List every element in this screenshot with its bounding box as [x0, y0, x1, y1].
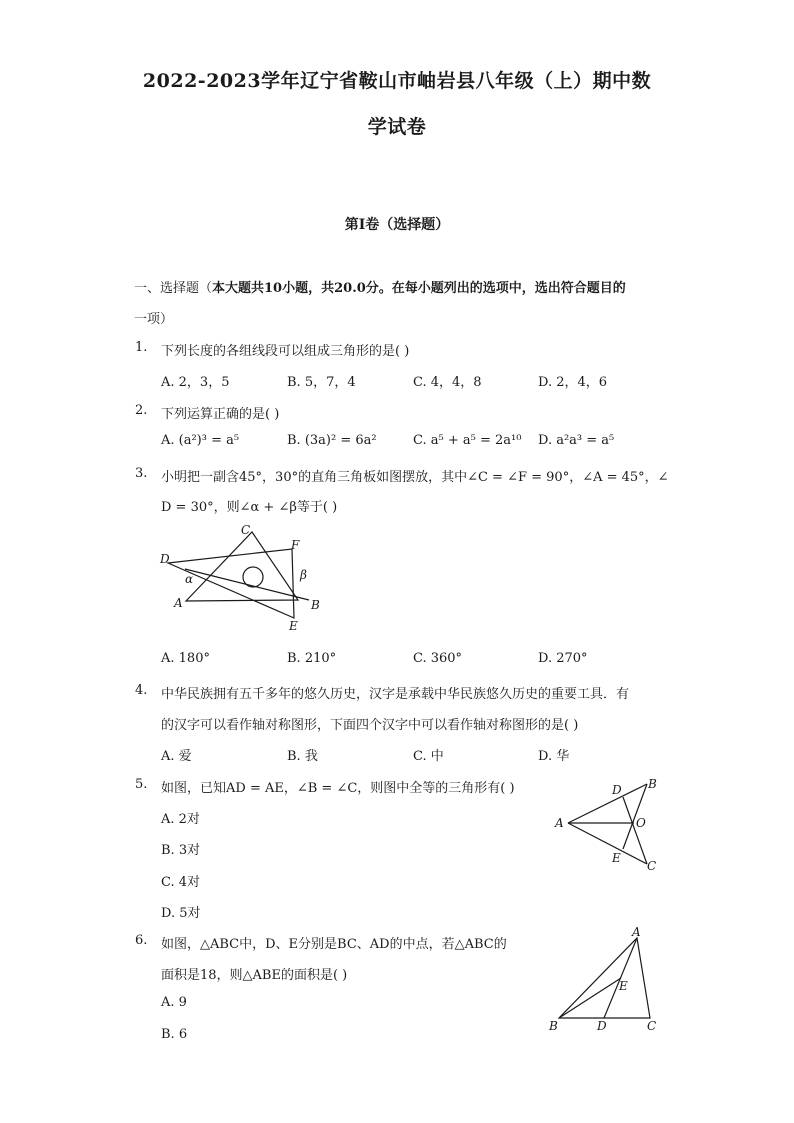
option-b: B. 210°	[287, 651, 337, 666]
question-text: 如图，已知AD = AE，∠B = ∠C，则图中全等的三角形有( )	[161, 781, 515, 796]
label-c: C	[241, 523, 251, 537]
option-b: B. (3a)² = 6a²	[287, 433, 377, 448]
label-d: D	[612, 783, 622, 797]
label-b: B	[549, 1019, 558, 1033]
part-heading: 第I卷（选择题）	[344, 217, 450, 233]
option-d: D. 2，4，6	[538, 375, 608, 390]
question-text-line2: 面积是18，则△ABE的面积是( )	[161, 968, 348, 983]
option-a: A. (a²)³ = a⁵	[161, 433, 240, 448]
section-prefix: 一、选择题（	[134, 281, 213, 296]
paper-title-line1: 2022-2023学年辽宁省鞍山市岫岩县八年级（上）期中数	[142, 70, 652, 92]
section-instruction-line2: 一项）	[134, 312, 174, 327]
option-a: A. 爱	[161, 749, 192, 764]
option-c: C. 4对	[161, 875, 201, 890]
question-number: 3.	[135, 466, 148, 481]
option-b: B. 5，7，4	[287, 375, 356, 390]
option-d: D. 华	[538, 749, 570, 764]
label-beta: β	[300, 568, 307, 582]
hole-circle	[243, 567, 263, 587]
option-c: C. 4，4，8	[413, 375, 482, 390]
triangle-abc-figure	[543, 926, 668, 1038]
question-number: 5.	[135, 777, 148, 792]
triangle-abc	[559, 938, 650, 1018]
question-text-line1: 中华民族拥有五千多年的悠久历史，汉字是承载中华民族悠久历史的重要工具．有	[161, 687, 630, 702]
label-e: E	[612, 851, 621, 865]
question-text-line1: 如图，△ABC中，D、E分别是BC、AD的中点，若△ABC的	[161, 937, 507, 952]
label-a: A	[174, 596, 183, 610]
question-text: 下列长度的各组线段可以组成三角形的是( )	[161, 344, 410, 359]
option-a: A. 2对	[161, 812, 200, 827]
label-b: B	[648, 777, 657, 791]
paper-title-line2: 学试卷	[367, 116, 427, 138]
option-b: B. 6	[161, 1027, 188, 1042]
label-e: E	[289, 619, 298, 633]
label-f: F	[291, 538, 300, 552]
question-number: 6.	[135, 933, 148, 948]
option-c: C. 中	[413, 749, 444, 764]
label-a: A	[632, 926, 641, 939]
label-b: B	[311, 598, 320, 612]
triangle-abc	[186, 532, 298, 601]
option-a: A. 9	[161, 995, 187, 1010]
label-e: E	[619, 979, 628, 993]
question-number: 1.	[135, 340, 148, 355]
question-number: 4.	[135, 683, 148, 698]
section-rules: 本大题共10小题，共20.0分。在每小题列出的选项中，选出符合题目的	[212, 281, 626, 296]
label-d: D	[597, 1019, 607, 1033]
label-o: O	[636, 816, 646, 830]
triangles-figure	[155, 520, 335, 640]
option-b: B. 3对	[161, 843, 201, 858]
option-a: A. 180°	[161, 651, 210, 666]
question-text-line2: D = 30°，则∠α + ∠β等于( )	[161, 500, 338, 515]
option-d: D. a²a³ = a⁵	[538, 433, 615, 448]
label-c: C	[647, 1019, 657, 1033]
option-a: A. 2，3，5	[161, 375, 230, 390]
option-d: D. 270°	[538, 651, 588, 666]
label-a: A	[555, 816, 564, 830]
label-alpha: α	[185, 572, 194, 586]
option-c: C. 360°	[413, 651, 463, 666]
option-b: B. 我	[287, 749, 318, 764]
question-number: 2.	[135, 403, 148, 418]
kite-figure	[550, 772, 665, 877]
question-text-line1: 小明把一副含45°，30°的直角三角板如图摆放，其中∠C = ∠F = 90°，∠A = 45°，∠	[161, 470, 669, 485]
option-c: C. a⁵ + a⁵ = 2a¹⁰	[413, 433, 522, 448]
option-d: D. 5对	[161, 906, 201, 921]
section-instruction	[134, 277, 626, 296]
label-c: C	[647, 859, 657, 873]
label-d: D	[160, 552, 170, 566]
question-text: 下列运算正确的是( )	[161, 407, 280, 422]
question-text-line2: 的汉字可以看作轴对称图形，下面四个汉字中可以看作轴对称图形的是( )	[161, 718, 579, 733]
